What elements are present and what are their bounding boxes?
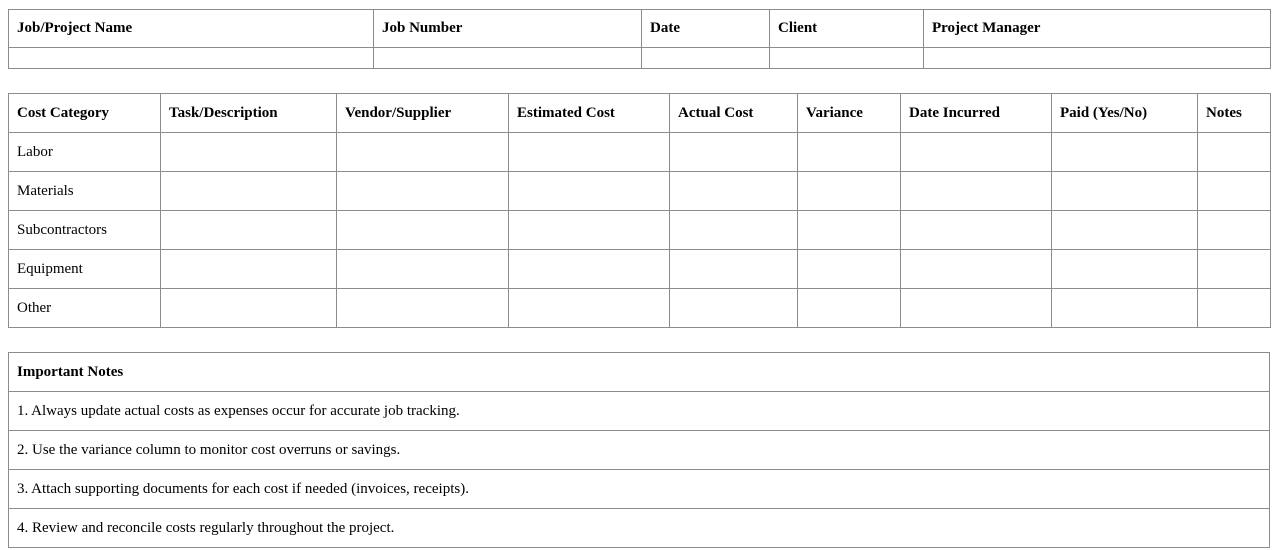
header-task-description: Task/Description: [161, 94, 337, 133]
vendor-supplier-cell[interactable]: [337, 172, 509, 211]
table-row: [9, 172, 1271, 211]
note-item: 1. Always update actual costs as expenses occur for accurate job tracking.: [9, 392, 1270, 431]
header-project-manager: Project Manager: [924, 10, 1271, 48]
actual-cost-cell[interactable]: [670, 289, 798, 328]
task-description-cell[interactable]: [161, 289, 337, 328]
paid-cell[interactable]: [1052, 250, 1198, 289]
list-item: [9, 470, 1270, 509]
variance-cell[interactable]: [798, 133, 901, 172]
task-description-cell[interactable]: [161, 250, 337, 289]
actual-cost-cell[interactable]: [670, 172, 798, 211]
header-estimated-cost: Estimated Cost: [509, 94, 670, 133]
notes-cell[interactable]: [1198, 133, 1271, 172]
header-notes: Notes: [1198, 94, 1271, 133]
header-actual-cost: Actual Cost: [670, 94, 798, 133]
paid-cell[interactable]: [1052, 289, 1198, 328]
list-item: [9, 509, 1270, 548]
paid-cell[interactable]: [1052, 211, 1198, 250]
date-incurred-cell[interactable]: [901, 250, 1052, 289]
vendor-supplier-cell[interactable]: [337, 289, 509, 328]
job-number-cell[interactable]: [374, 48, 642, 69]
category-cell: Other: [9, 289, 161, 328]
header-job-number: Job Number: [374, 10, 642, 48]
paid-cell[interactable]: [1052, 133, 1198, 172]
date-incurred-cell[interactable]: [901, 172, 1052, 211]
header-variance: Variance: [798, 94, 901, 133]
category-cell: Subcontractors: [9, 211, 161, 250]
variance-cell[interactable]: [798, 250, 901, 289]
note-item: 2. Use the variance column to monitor cost overruns or savings.: [9, 431, 1270, 470]
important-notes-table: [8, 352, 1270, 548]
table-row: [9, 133, 1271, 172]
list-item: [9, 392, 1270, 431]
actual-cost-cell[interactable]: [670, 250, 798, 289]
notes-cell[interactable]: [1198, 172, 1271, 211]
variance-cell[interactable]: [798, 211, 901, 250]
task-description-cell[interactable]: [161, 211, 337, 250]
header-date-incurred: Date Incurred: [901, 94, 1052, 133]
project-info-header-row: [9, 10, 1271, 48]
notes-cell[interactable]: [1198, 211, 1271, 250]
vendor-supplier-cell[interactable]: [337, 211, 509, 250]
category-cell: Equipment: [9, 250, 161, 289]
task-description-cell[interactable]: [161, 133, 337, 172]
task-description-cell[interactable]: [161, 172, 337, 211]
notes-cell[interactable]: [1198, 250, 1271, 289]
variance-cell[interactable]: [798, 172, 901, 211]
variance-cell[interactable]: [798, 289, 901, 328]
client-cell[interactable]: [770, 48, 924, 69]
date-cell[interactable]: [642, 48, 770, 69]
header-client: Client: [770, 10, 924, 48]
table-row: [9, 211, 1271, 250]
list-item: [9, 431, 1270, 470]
actual-cost-cell[interactable]: [670, 133, 798, 172]
estimated-cost-cell[interactable]: [509, 289, 670, 328]
job-project-name-cell[interactable]: [9, 48, 374, 69]
header-cost-category: Cost Category: [9, 94, 161, 133]
category-cell: Materials: [9, 172, 161, 211]
actual-cost-cell[interactable]: [670, 211, 798, 250]
date-incurred-cell[interactable]: [901, 133, 1052, 172]
header-date: Date: [642, 10, 770, 48]
notes-cell[interactable]: [1198, 289, 1271, 328]
category-cell: Labor: [9, 133, 161, 172]
notes-header-row: [9, 353, 1270, 392]
vendor-supplier-cell[interactable]: [337, 133, 509, 172]
paid-cell[interactable]: [1052, 172, 1198, 211]
cost-tracking-table: [8, 93, 1271, 328]
note-item: 4. Review and reconcile costs regularly throughout the project.: [9, 509, 1270, 548]
estimated-cost-cell[interactable]: [509, 133, 670, 172]
project-info-table: [8, 9, 1271, 69]
table-row: [9, 289, 1271, 328]
date-incurred-cell[interactable]: [901, 289, 1052, 328]
project-info-value-row: [9, 48, 1271, 69]
note-item: 3. Attach supporting documents for each cost if needed (invoices, receipts).: [9, 470, 1270, 509]
vendor-supplier-cell[interactable]: [337, 250, 509, 289]
date-incurred-cell[interactable]: [901, 211, 1052, 250]
estimated-cost-cell[interactable]: [509, 250, 670, 289]
estimated-cost-cell[interactable]: [509, 172, 670, 211]
header-paid: Paid (Yes/No): [1052, 94, 1198, 133]
important-notes-title: Important Notes: [9, 353, 1270, 392]
cost-table-header-row: [9, 94, 1271, 133]
table-row: [9, 250, 1271, 289]
project-manager-cell[interactable]: [924, 48, 1271, 69]
estimated-cost-cell[interactable]: [509, 211, 670, 250]
header-job-project-name: Job/Project Name: [9, 10, 374, 48]
header-vendor-supplier: Vendor/Supplier: [337, 94, 509, 133]
